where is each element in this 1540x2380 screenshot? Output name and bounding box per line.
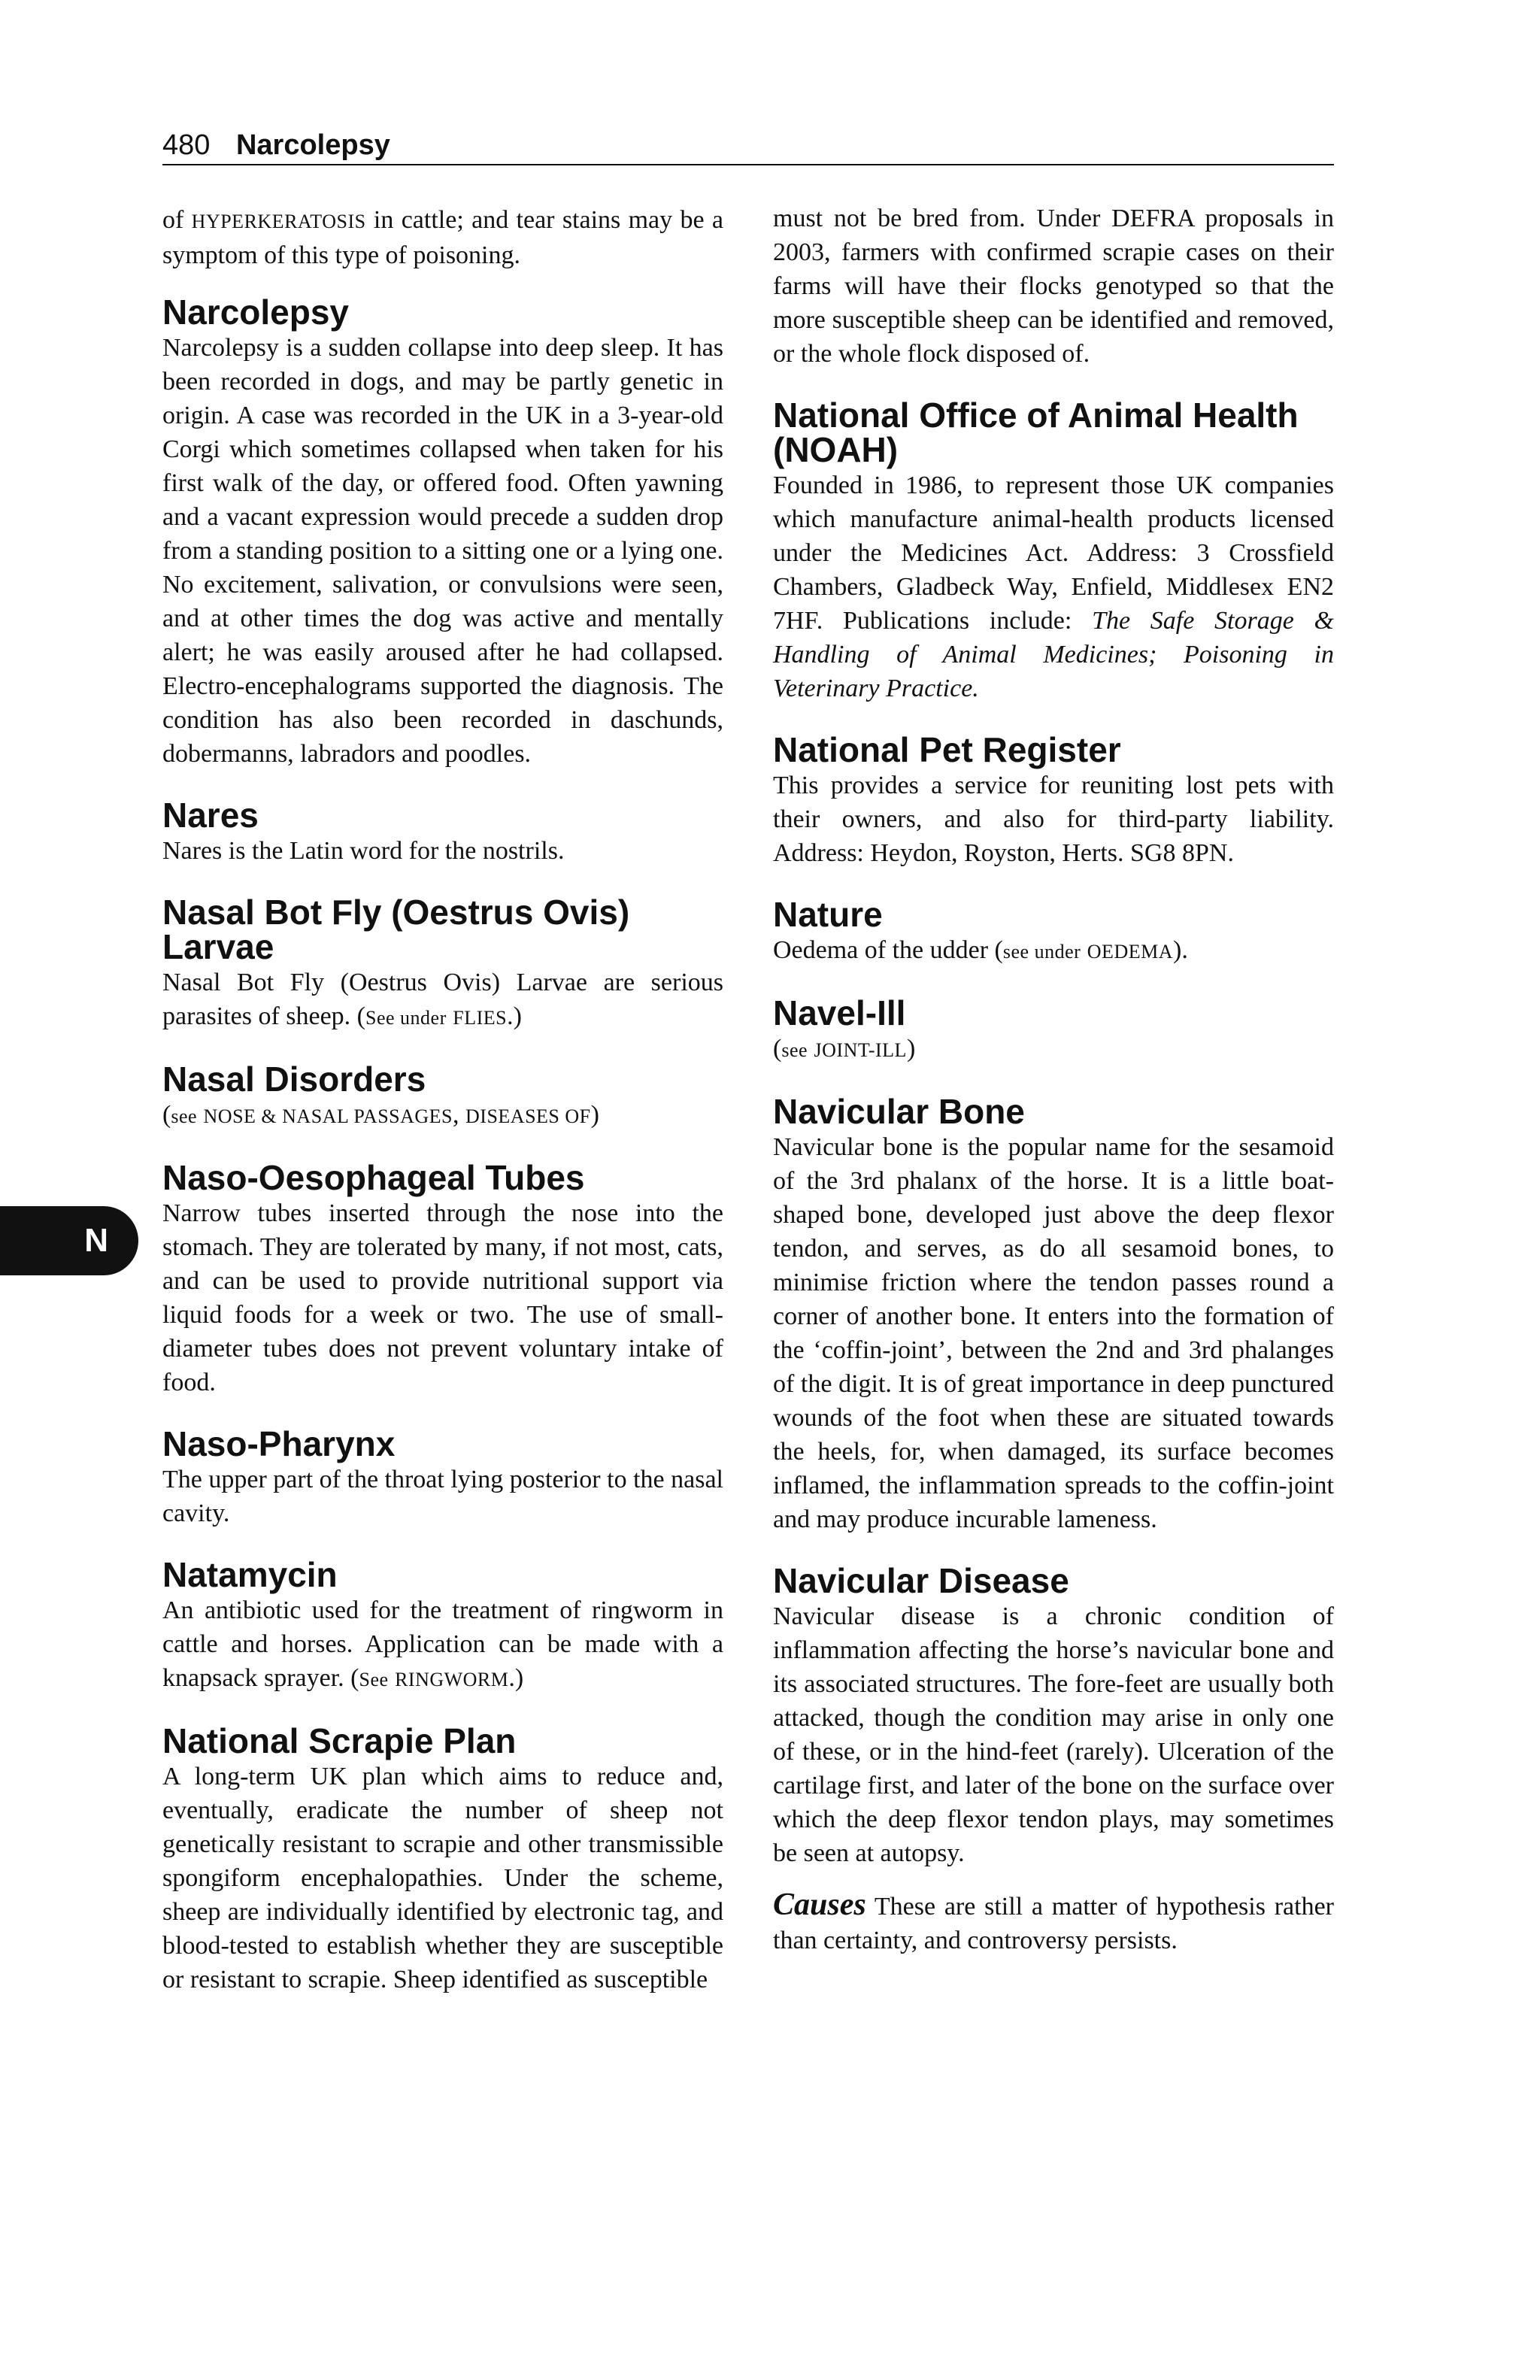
headword: Navicular Disease bbox=[773, 1561, 1069, 1600]
headword: Navel-Ill bbox=[773, 993, 906, 1032]
definition: A long-term UK plan which aims to reduce and, eventually, eradicate the number of sheep not genetically resistant to scrapie and other transmissible spongiform encephalopathies. Under the scheme, sheep are individually identified by electronic tag, and blood-tested to establish whether they are susceptible or resistant to scrapie. Sheep identified as susceptible bbox=[162, 1763, 723, 1993]
headword: National Office of Animal Health (NOAH) bbox=[773, 396, 1299, 469]
continuation-text: of HYPERKERATOSIS in cattle; and tear stains may be a symptom of this type of poisoning. bbox=[162, 206, 723, 269]
cross-reference: JOINT-ILL bbox=[814, 1039, 907, 1061]
entry-noah bbox=[773, 398, 1334, 705]
entry-naso-oesophageal-tubes bbox=[162, 1160, 723, 1399]
entry-natamycin bbox=[162, 1557, 723, 1696]
definition: (see JOINT-ILL) bbox=[773, 1035, 916, 1063]
cross-reference: DISEASES OF bbox=[465, 1105, 591, 1127]
headword: Narcolepsy bbox=[162, 293, 350, 332]
left-column bbox=[162, 202, 723, 2024]
definition: The upper part of the throat lying posterior to the nasal cavity. bbox=[162, 1466, 723, 1527]
definition: Narrow tubes inserted through the nose into the stomach. They are tolerated by many, if not most, cats, and can be used to provide nutritional support via liquid foods for a week or two. The use of small-diameter tubes does not prevent voluntary intake of food. bbox=[162, 1199, 723, 1396]
headword: Nasal Disorders bbox=[162, 1060, 426, 1099]
definition: Narcolepsy is a sudden collapse into deep sleep. It has been recorded in dogs, and may be partly genetic in origin. A case was recorded in the UK in a 3-year-old Corgi which sometimes collapsed when taken for his first walk of the day, or offered food. Often yawning and a vacant expression would precede a sudden drop from a standing position to a sitting one or a lying one. No excitement, salivation, or convulsions were seen, and at other times the dog was active and mentally alert; he was easily aroused after he had collapsed. Electro-encephalograms supported the diagnosis. The condition has also been recorded in daschunds, dobermanns, labradors and poodles. bbox=[162, 334, 724, 768]
headword: Nature bbox=[773, 895, 883, 934]
definition: An antibiotic used for the treatment of ringworm in cattle and horses. Application can be made with a knapsack sprayer. (See RINGWORM.) bbox=[162, 1596, 723, 1692]
cross-reference: OEDEMA bbox=[1087, 941, 1173, 963]
entry-navel-ill bbox=[773, 993, 1334, 1067]
definition: Nasal Bot Fly (Oestrus Ovis) Larvae are serious parasites of sheep. (See under FLIES.) bbox=[162, 969, 723, 1030]
headword: Nares bbox=[162, 796, 259, 835]
definition: (see NOSE & NASAL PASSAGES, DISEASES OF) bbox=[162, 1101, 599, 1129]
running-head bbox=[162, 126, 1334, 165]
publication-title: The Safe Storage & Handling of Animal Medicines; bbox=[773, 607, 1334, 669]
right-column bbox=[773, 202, 1334, 1984]
entry-nasal-disorders bbox=[162, 1062, 723, 1133]
headword: Naso-Pharynx bbox=[162, 1424, 396, 1463]
cross-reference: HYPERKERATOSIS bbox=[191, 211, 366, 232]
subsection-causes: Causes These are still a matter of hypothesis rather than certainty, and controversy persists. bbox=[773, 1887, 1334, 1954]
subsection-label: Causes bbox=[773, 1887, 866, 1922]
definition: This provides a service for reuniting lost pets with their owners, and also for third-party liability. Address: Heydon, Royston, Herts. SG8 8PN. bbox=[773, 772, 1334, 867]
definition: Nares is the Latin word for the nostrils. bbox=[162, 837, 565, 865]
entry-navicular-disease bbox=[773, 1563, 1334, 1957]
entry-nares bbox=[162, 798, 723, 868]
page-number: 480 bbox=[162, 129, 211, 161]
continuation-text: must not be bred from. Under DEFRA proposals in 2003, farmers with confirmed scrapie cases on their farms will have their flocks genotyped so that the more susceptible sheep can be identified and removed, or the whole flock disposed of. bbox=[773, 205, 1334, 368]
cross-reference: RINGWORM bbox=[395, 1669, 509, 1690]
cross-reference: FLIES bbox=[453, 1007, 508, 1029]
headword: National Scrapie Plan bbox=[162, 1721, 517, 1760]
entry-national-scrapie-plan bbox=[162, 1721, 723, 1996]
headword: National Pet Register bbox=[773, 730, 1121, 769]
definition: Founded in 1986, to represent those UK companies which manufacture animal-health products licensed under the Medicines Act. Address: 3 Crossfield Chambers, Gladbeck Way, Enfield, Middlesex EN2 7HF. Publications include: The Safe Storage & Handling of Animal Medicines; Poisoning in Veterinary Practice. bbox=[773, 471, 1334, 702]
headword: Natamycin bbox=[162, 1555, 338, 1594]
definition: Oedema of the udder (see under OEDEMA). bbox=[773, 936, 1188, 964]
entry-naso-pharynx bbox=[162, 1426, 723, 1530]
entry-continuation-scrapie bbox=[773, 202, 1334, 371]
entry-nasal-bot-fly bbox=[162, 895, 723, 1035]
headword: Naso-Oesophageal Tubes bbox=[162, 1158, 585, 1197]
running-title: Narcolepsy bbox=[235, 129, 390, 161]
thumb-index-tab: N bbox=[0, 1206, 138, 1275]
entry-navicular-bone bbox=[773, 1094, 1334, 1536]
entry-nature bbox=[773, 897, 1334, 969]
definition: Navicular bone is the popular name for the sesamoid of the 3rd phalanx of the horse. It is a little boat-shaped bone, developed just above the deep flexor tendon, and serves, as do all sesamoid bones, to minimise friction where the tendon passes round a corner of another bone. It enters into the formation of the ‘coffin-joint’, between the 2nd and 3rd phalanges of the digit. It is of great importance in deep punctured wounds of the foot when these are situated towards the heels, for, when damaged, its surface becomes inflamed, the inflammation spreads to the coffin-joint and may produce incurable lameness. bbox=[773, 1133, 1334, 1533]
entry-national-pet-register bbox=[773, 732, 1334, 870]
cross-reference: NOSE & NASAL PASSAGES bbox=[203, 1105, 453, 1127]
publication-title: Poisoning in Veterinary Practice. bbox=[773, 641, 1334, 702]
definition: Navicular disease is a chronic condition of inflammation affecting the horse’s navicular bone and its associated structures. The fore-feet are usually both attacked, though the condition may arise in only one of these, or in the hind-feet (rarely). Ulceration of the cartilage first, and later of the bone on the surface over which the deep flexor tendon plays, may sometimes be seen at autopsy. bbox=[773, 1602, 1334, 1867]
headword: Navicular Bone bbox=[773, 1092, 1025, 1131]
entry-continuation bbox=[162, 203, 723, 272]
headword: Nasal Bot Fly (Oestrus Ovis) Larvae bbox=[162, 893, 630, 966]
entry-narcolepsy bbox=[162, 295, 723, 771]
